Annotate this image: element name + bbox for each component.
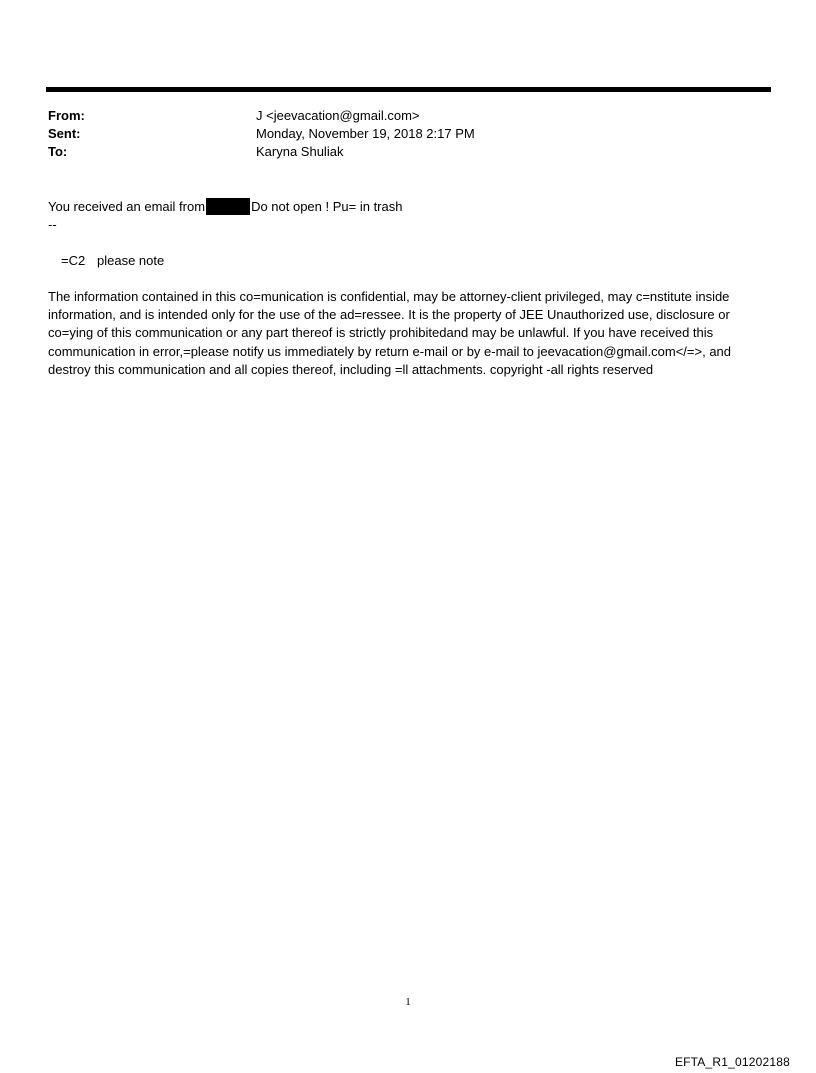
signature-separator: -- [48,217,57,232]
note-code: =C2 [61,253,86,268]
to-label: To: [48,144,68,159]
sent-row [48,125,768,143]
email-header [48,107,768,161]
message-line-start: You received an email from [48,199,206,214]
to-row [48,143,768,161]
confidentiality-disclaimer: The information contained in this co=munication is confidential, may be attorney-client privileged, may c=nstitute inside information, and is intended only for the use of the ad=ressee. It is the property of JEE Unauthorized use, disclosure or co=ying of this communication or any part thereof is strictly prohibitedand may be unlawful. If you have received this communication in error,=please notify us immediately by return e-mail or by e-mail to jeevacation@gmail.com</=>, and destroy this communication and all copies thereof, including =ll attachments. copyright -all rights reserved [48,289,732,377]
message-line-end: Do not open ! Pu= in trash [251,199,403,214]
note-text: please note [97,253,165,268]
from-label: From: [48,108,85,123]
from-value: J <jeevacation@gmail.com> [256,108,420,123]
document-id: EFTA_R1_01202188 [674,1055,790,1069]
note-line [61,252,785,270]
sent-value: Monday, November 19, 2018 2:17 PM [256,126,475,141]
redaction-box [206,198,250,215]
header-rule [46,87,771,92]
to-value: Karyna Shuliak [256,144,344,159]
page-number: 1 [405,996,411,1008]
message-line [48,198,772,216]
from-row [48,107,768,125]
sent-label: Sent: [48,126,81,141]
